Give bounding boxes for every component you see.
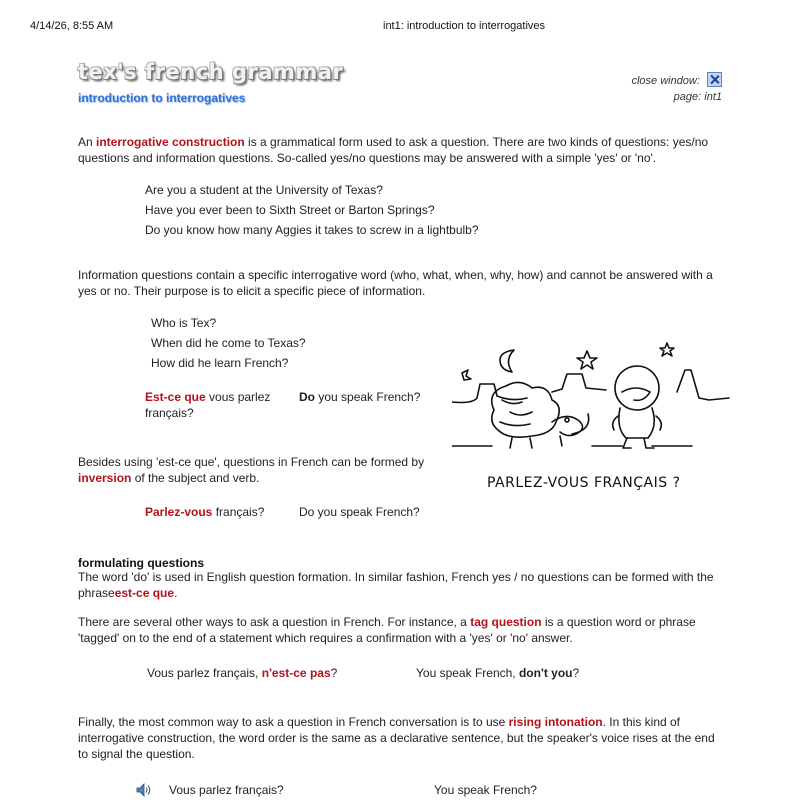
close-window-box: [631, 72, 722, 105]
example-line: How did he learn French?: [151, 356, 289, 370]
print-datetime: 4/14/26, 8:55 AM: [30, 20, 114, 32]
estceque-english: Do you speak French?: [299, 390, 421, 404]
star-icon: [577, 351, 597, 369]
print-page-title: int1: introduction to interrogatives: [383, 20, 546, 32]
section-title: introduction to interrogatives: [78, 91, 246, 105]
info-paragraph: Information questions contain a specific interrogative word (who, what, when, why, how) and cannot be answered with a yes or no. Their purpose is to elicit a specific piece of information.: [78, 268, 713, 298]
inversion-french: Parlez-vous français?: [145, 505, 265, 519]
inversion-paragraph: Besides using 'est-ce que', questions in French can be formed by inversion of the subject and verb.: [78, 455, 425, 485]
page-label: page: int1: [673, 91, 722, 103]
tag-french: Vous parlez français, n'est-ce pas?: [147, 666, 338, 680]
inversion-english: Do you speak French?: [299, 505, 420, 519]
term-est-ce-que: est-ce que: [114, 586, 175, 600]
speaker-icon[interactable]: [136, 783, 152, 797]
cartoon-illustration: [452, 340, 732, 500]
formulating-paragraph: The word 'do' is used in English question formation. In similar fashion, French yes / no questions can be formed with the phraseest-ce que.: [78, 570, 714, 600]
tag-english: You speak French, don't you?: [416, 666, 580, 680]
site-title: tex's french grammar: [78, 60, 344, 84]
yes-no-examples: [145, 180, 479, 240]
star-icon: [462, 370, 471, 380]
example-line: Do you know how many Aggies it takes to screw in a lightbulb?: [145, 223, 479, 237]
intonation-english: You speak French?: [434, 783, 537, 797]
intonation-paragraph: Finally, the most common way to ask a question in French conversation is to use rising intonation. In this kind of interrogative construction, the word order is the same as a declarative sentence, but the speaker's voice rises at the end to signal the question.: [78, 715, 715, 761]
close-window-label: close window:: [631, 75, 700, 87]
moon-icon: [500, 350, 514, 372]
tag-paragraph: There are several other ways to ask a question in French. For instance, a tag question is a question word or phrase 'tagged' on to the end of a statement which requires a confirmation with a 'yes' or 'no' answer.: [78, 615, 696, 645]
intonation-french: Vous parlez français?: [169, 783, 284, 797]
term-rising-intonation: rising intonation: [508, 715, 603, 729]
intro-paragraph: An interrogative construction is a grammatical form used to ask a question. There are two kinds of questions: yes/no questions and information questions. So-called yes/no questions may be answered with a simple 'yes' or 'no'.: [78, 135, 709, 165]
close-icon[interactable]: [707, 72, 722, 87]
term-inversion: inversion: [78, 471, 132, 485]
example-line: When did he come to Texas?: [151, 336, 306, 350]
formulating-heading: formulating questions: [78, 556, 204, 570]
example-line: Are you a student at the University of Texas?: [145, 183, 383, 197]
star-icon: [660, 343, 674, 356]
cartoon-caption: PARLEZ-VOUS FRANÇAIS ?: [487, 475, 681, 491]
info-examples: [151, 313, 306, 373]
example-line: Have you ever been to Sixth Street or Barton Springs?: [145, 203, 435, 217]
estceque-french: Est-ce que vous parlez français?: [145, 390, 271, 420]
term-interrogative-construction: interrogative construction: [96, 135, 245, 149]
example-line: Who is Tex?: [151, 316, 217, 330]
term-tag-question: tag question: [470, 615, 542, 629]
